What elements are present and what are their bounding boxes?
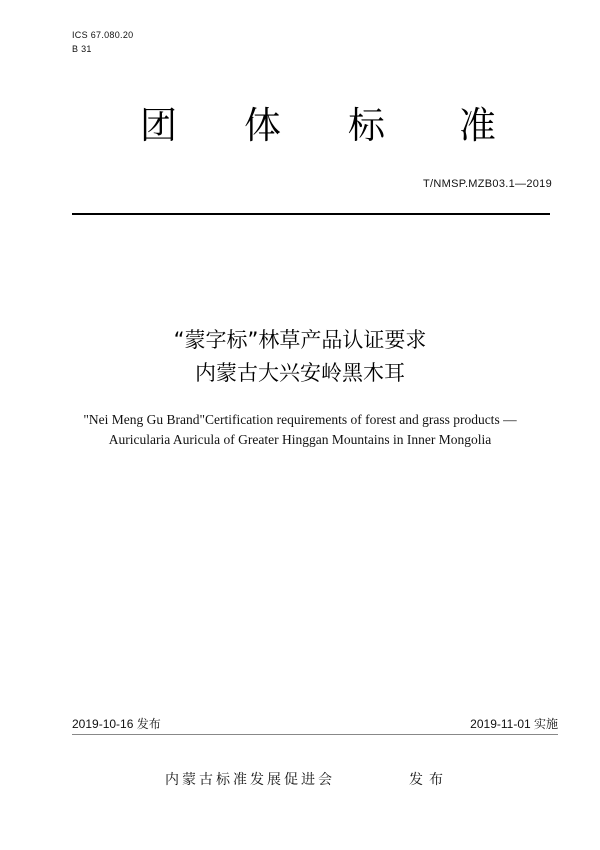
ics-code: ICS 67.080.20 xyxy=(72,30,134,40)
footer-divider xyxy=(72,734,558,735)
heading-char: 准 xyxy=(459,104,496,147)
header-divider xyxy=(72,213,550,215)
heading-char: 体 xyxy=(244,104,281,147)
issue-date: 2019-10-16 发布 xyxy=(72,717,161,731)
chinese-title xyxy=(0,324,600,390)
chinese-title-line-2: 内蒙古大兴安岭黑木耳 xyxy=(195,361,405,385)
standard-code: T/NMSP.MZB03.1—2019 xyxy=(423,178,552,190)
english-title-line-1: "Nei Meng Gu Brand"Certification requirements of forest and grass products — xyxy=(83,412,517,427)
standard-type-heading xyxy=(0,103,600,149)
heading-char: 标 xyxy=(348,104,385,147)
english-title-line-2: Auricularia Auricula of Greater Hinggan Mountains in Inner Mongolia xyxy=(108,432,492,447)
ccs-code: B 31 xyxy=(72,44,92,54)
implementation-date: 2019-11-01 实施 xyxy=(470,717,558,731)
chinese-title-line-1: “蒙字标”林草产品认证要求 xyxy=(173,328,427,352)
heading-char: 团 xyxy=(140,104,177,147)
publish-label: 发布 xyxy=(409,772,449,788)
publisher-name: 内蒙古标准发展促进会 xyxy=(165,772,335,788)
english-title xyxy=(0,410,600,450)
classification-codes xyxy=(72,29,133,57)
